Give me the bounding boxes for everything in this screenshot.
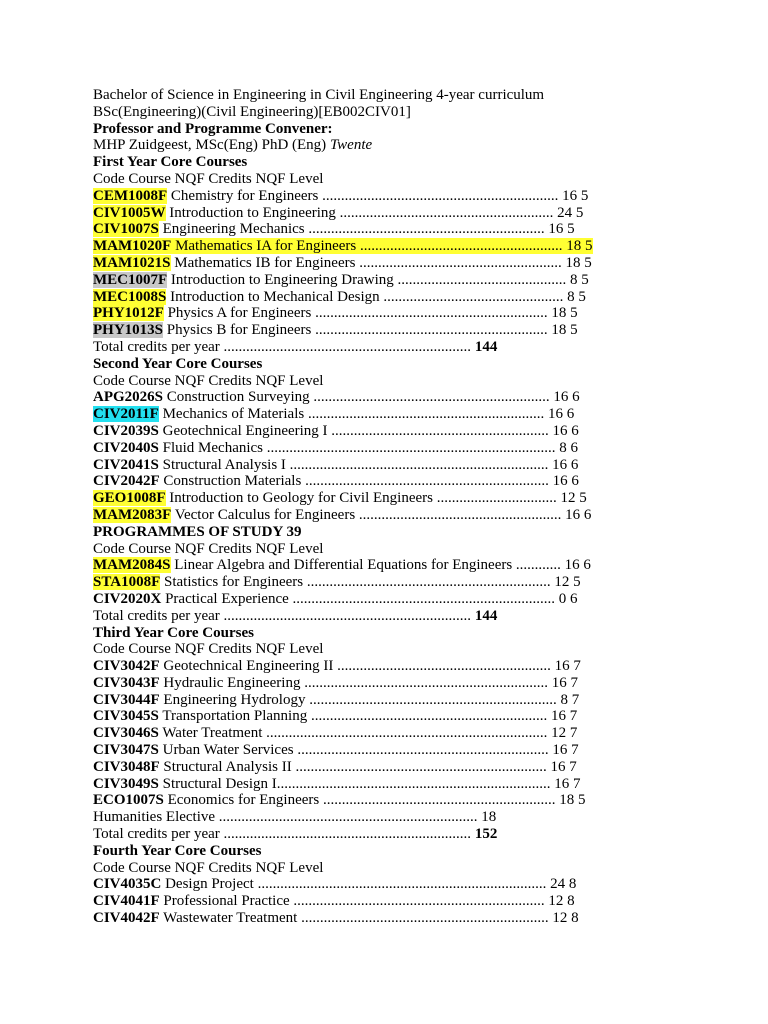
course-code: CIV2011F: [93, 406, 159, 423]
convener-line: [93, 137, 633, 154]
course-details: Introduction to Engineering ......................................................... 24 5: [165, 204, 584, 221]
third-year-course-list: [93, 658, 633, 809]
course-details: Linear Algebra and Differential Equations for Engineers ............ 16 6: [170, 557, 591, 574]
course-details: Professional Practice ................................................................... 12 8: [159, 893, 575, 910]
course-details: Design Project ............................................................................. 24 8: [161, 876, 577, 893]
course-details: Physics A for Engineers .............................................................. 18 5: [163, 305, 578, 322]
course-row: [93, 792, 633, 809]
course-code: CIV3042F: [93, 658, 160, 675]
course-details: Mathematics IB for Engineers ...................................................... 18 5: [170, 254, 592, 271]
course-row: [93, 423, 633, 440]
course-row: [93, 574, 633, 591]
course-code: MAM1020F: [93, 238, 172, 255]
course-details: Transportation Planning ............................................................... 16 7: [158, 708, 578, 725]
course-row: [93, 910, 633, 927]
humanities-elective: Humanities Elective ..................................................................... 18: [93, 809, 497, 826]
course-code: CIV2040S: [93, 439, 159, 456]
total-label: Total credits per year ..................................................................: [93, 338, 475, 355]
convener-name: MHP Zuidgeest, MSc(Eng) PhD (Eng): [93, 137, 327, 154]
course-row: [93, 406, 633, 423]
total-value: 144: [474, 338, 498, 355]
course-details: Fluid Mechanics ............................................................................. 8 6: [158, 439, 579, 456]
course-row: [93, 675, 633, 692]
first-year-total: [93, 339, 633, 356]
course-code: MAM1021S: [93, 254, 171, 271]
course-row: [93, 389, 633, 406]
programmes-course-list: [93, 557, 633, 607]
course-details: Engineering Mechanics ............................................................... 16 5: [158, 221, 575, 238]
course-details: Geotechnical Engineering II ......................................................... 16 7: [159, 658, 581, 675]
course-row: [93, 272, 633, 289]
programme-code: BSc(Engineering)(Civil Engineering)[EB002CIV01]: [93, 103, 411, 120]
first-year-course-list: [93, 188, 633, 339]
fourth-year-columns: Code Course NQF Credits NQF Level: [93, 859, 324, 876]
course-details: Vector Calculus for Engineers ...................................................... 16 6: [171, 506, 592, 523]
third-year-heading: Third Year Core Courses: [93, 624, 254, 641]
course-code: PHY1013S: [93, 322, 164, 339]
course-code: MAM2084S: [93, 557, 171, 574]
course-details: Wastewater Treatment .................................................................. 12 8: [159, 910, 579, 927]
course-row: [93, 322, 633, 339]
programmes-total: [93, 608, 633, 625]
second-year-columns: Code Course NQF Credits NQF Level: [93, 372, 324, 389]
course-row: [93, 205, 633, 222]
course-details: Engineering Hydrology .................................................................. 8 7: [159, 691, 580, 708]
third-year-total: [93, 826, 633, 843]
course-row: [93, 188, 633, 205]
course-code: CIV2042F: [93, 473, 160, 490]
course-code: MEC1007F: [93, 271, 168, 288]
course-row: [93, 255, 633, 272]
course-row: [93, 440, 633, 457]
course-code: CIV3048F: [93, 758, 160, 775]
fourth-year-course-list: [93, 876, 633, 926]
course-details: Structural Design I......................................................................... 16 7: [158, 775, 581, 792]
course-code: CIV3044F: [93, 691, 160, 708]
course-row: [93, 507, 633, 524]
document-title: Bachelor of Science in Engineering in Civil Engineering 4-year curriculum: [93, 87, 545, 103]
course-row: [93, 776, 633, 793]
course-code: CIV4035C: [93, 876, 162, 893]
convener-heading: Professor and Programme Convener:: [93, 120, 333, 137]
course-details: Construction Materials ................................................................. 16 6: [159, 473, 579, 490]
course-row: [93, 457, 633, 474]
course-details: Mechanics of Materials ............................................................... 16 6: [158, 406, 575, 423]
course-details: Water Treatment ........................................................................... 12 7: [158, 725, 578, 742]
course-details: Introduction to Mechanical Design ................................................ 8 5: [166, 288, 586, 305]
course-row: [93, 893, 633, 910]
course-row: [93, 305, 633, 322]
course-details: Structural Analysis II ................................................................... 16 7: [159, 758, 577, 775]
course-code: CIV4042F: [93, 910, 160, 927]
course-details: Mathematics IA for Engineers ...................................................... 18 5: [171, 238, 593, 255]
course-details: Practical Experience ...................................................................... 0 6: [161, 590, 578, 607]
course-code: CIV3047S: [93, 742, 159, 759]
second-year-course-list: [93, 389, 633, 523]
course-code: CIV1005W: [93, 204, 166, 221]
course-code: CIV3043F: [93, 674, 160, 691]
course-row: [93, 473, 633, 490]
course-row: [93, 742, 633, 759]
course-details: Chemistry for Engineers ............................................................... 16 5: [167, 187, 589, 204]
course-details: Urban Water Services ................................................................... 16 7: [158, 742, 579, 759]
programmes-heading: PROGRAMMES OF STUDY 39: [93, 523, 302, 540]
course-row: [93, 725, 633, 742]
course-row: [93, 591, 633, 608]
course-row: [93, 238, 633, 255]
course-code: GEO1008F: [93, 490, 166, 507]
course-code: ECO1007S: [93, 792, 164, 809]
course-details: Statistics for Engineers ................................................................. 12 5: [160, 574, 581, 591]
curriculum-document: [93, 87, 633, 927]
course-row: [93, 759, 633, 776]
total-label: Total credits per year ..................................................................: [93, 607, 475, 624]
course-row: [93, 557, 633, 574]
course-code: CIV4041F: [93, 893, 160, 910]
course-code: CIV2020X: [93, 590, 162, 607]
second-year-heading: Second Year Core Courses: [93, 355, 263, 372]
course-details: Construction Surveying ............................................................... 16 6: [163, 389, 580, 406]
course-details: Geotechnical Engineering I .......................................................... 16 6: [158, 422, 579, 439]
course-details: Physics B for Engineers .............................................................. 18 5: [163, 322, 578, 339]
course-details: Hydraulic Engineering ................................................................. 16 7: [159, 674, 578, 691]
course-details: Introduction to Geology for Civil Engineers ................................ 12 5: [165, 490, 587, 507]
course-code: MAM2083F: [93, 506, 172, 523]
course-code: CIV2041S: [93, 456, 159, 473]
fourth-year-heading: Fourth Year Core Courses: [93, 842, 262, 859]
course-row: [93, 289, 633, 306]
course-code: CEM1008F: [93, 187, 168, 204]
course-details: Economics for Engineers .............................................................. 18 5: [163, 792, 586, 809]
course-row: [93, 692, 633, 709]
course-code: PHY1012F: [93, 305, 164, 322]
course-code: CIV1007S: [93, 221, 159, 238]
course-details: Structural Analysis I ..................................................................... 16 6: [158, 456, 579, 473]
course-row: [93, 221, 633, 238]
course-row: [93, 658, 633, 675]
total-value: 152: [474, 826, 498, 843]
total-label: Total credits per year ..................................................................: [93, 826, 475, 843]
total-value: 144: [474, 607, 498, 624]
course-details: Introduction to Engineering Drawing ............................................. 8 5: [167, 271, 589, 288]
course-row: [93, 876, 633, 893]
course-code: CIV2039S: [93, 422, 159, 439]
course-code: STA1008F: [93, 574, 161, 591]
third-year-columns: Code Course NQF Credits NQF Level: [93, 641, 324, 658]
course-code: APG2026S: [93, 389, 164, 406]
first-year-columns: Code Course NQF Credits NQF Level: [93, 170, 324, 187]
convener-institution: Twente: [329, 137, 373, 154]
course-code: CIV3045S: [93, 708, 159, 725]
course-code: CIV3046S: [93, 725, 159, 742]
programmes-columns: Code Course NQF Credits NQF Level: [93, 540, 324, 557]
course-row: [93, 708, 633, 725]
course-row: [93, 490, 633, 507]
course-code: CIV3049S: [93, 775, 159, 792]
first-year-heading: First Year Core Courses: [93, 154, 248, 171]
course-code: MEC1008S: [93, 288, 167, 305]
